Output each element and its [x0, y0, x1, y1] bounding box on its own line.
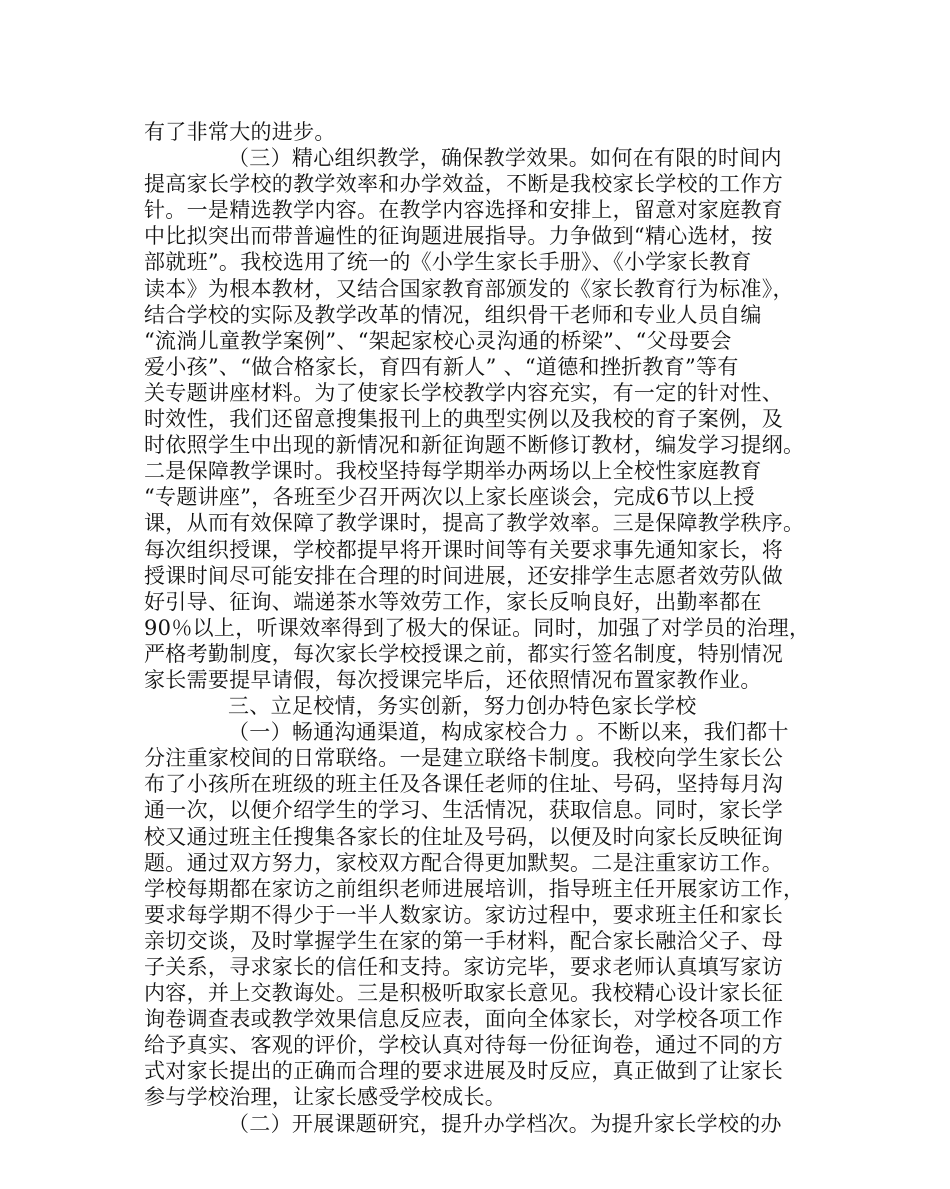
text-line: 家长需要提早请假，每次授课完毕后，还依照情况布置家教作业。 [144, 667, 762, 692]
text-line: 针。一是精选教学内容。在教学内容选择和安排上，留意对家庭教育 [144, 198, 783, 223]
text-line: 中比拟突出而带普遍性的征询题进展指导。力争做到“精心选材，按 [144, 224, 773, 249]
text-line: 每次组织授课，学校都提早将开课时间等有关要求事先通知家长，将 [144, 537, 783, 562]
text-line: 严格考勤制度，每次家长学校授课之前，都实行签名制度，特别情况 [144, 641, 783, 666]
text-line: 时效性，我们还留意搜集报刊上的典型实例以及我校的育子案例，及 [144, 407, 783, 432]
text-line: “专题讲座”，各班至少召开两次以上家长座谈会，完成6节以上授 [144, 485, 755, 510]
text-line: 授课时间尽可能安排在合理的时间进展，还安排学生志愿者效劳队做 [144, 563, 783, 588]
text-line: 读本》为根本教材，又结合国家教育部颁发的《家长教育行为标准》， [144, 276, 794, 301]
text-line: 校又通过班主任搜集各家长的住址及号码，以便及时向家长反映征询 [144, 824, 783, 849]
text-line: 给予真实、客观的评价，学校认真对待每一份征询卷，通过不同的方 [144, 1033, 783, 1058]
text-line: （三）精心组织教学，确保教学效果。如何在有限的时间内 [228, 146, 782, 171]
text-line: 爱小孩”、“做合格家长，育四有新人” 、“道德和挫折教育”等有 [144, 354, 739, 379]
text-line: 二是保障教学课时。我校坚持每学期举办两场以上全校性家庭教育 [144, 459, 762, 484]
text-line: 内容，并上交教诲处。三是积极听取家长意见。我校精心设计家长征 [144, 981, 783, 1006]
text-line: 参与学校治理，让家长感受学校成长。 [144, 1085, 507, 1110]
text-line: 好引导、征询、端递茶水等效劳工作，家长反响良好，出勤率都在 [144, 589, 762, 614]
text-line: 结合学校的实际及教学改革的情况，组织骨干老师和专业人员自编 [144, 302, 762, 327]
text-line: 时依照学生中出现的新情况和新征询题不断修订教材，编发学习提纲。 [144, 433, 805, 458]
text-line: （二）开展课题研究，提升办学档次。为提升家长学校的办 [228, 1111, 782, 1136]
text-line: （一）畅通沟通渠道，构成家校合力 。不断以来，我们都十 [228, 720, 789, 745]
text-line: 有了非常大的进步。 [144, 120, 336, 144]
text-line: 课，从而有效保障了教学课时，提高了教学效率。三是保障教学秩序。 [144, 511, 805, 536]
text-line: “流淌儿童教学案例”、“架起家校心灵沟通的桥梁”、“父母要会 [144, 328, 732, 353]
text-line: 通一次，以便介绍学生的学习、生活情况，获取信息。同时，家长学 [144, 798, 783, 823]
text-line: 询卷调查表或教学效果信息反应表，面向全体家长，对学校各项工作 [144, 1007, 783, 1032]
document-body-text [144, 119, 818, 1137]
text-line: 提高家长学校的教学效率和办学效益，不断是我校家长学校的工作方 [144, 172, 783, 197]
text-line: 式对家长提出的正确而合理的要求进展及时反应，真正做到了让家长 [144, 1059, 783, 1084]
text-line: 题。通过双方努力，家校双方配合得更加默契。二是注重家访工作。 [144, 850, 783, 875]
text-line: 要求每学期不得少于一半人数家访。家访过程中，要求班主任和家长 [144, 902, 783, 927]
text-line: 90％以上，听课效率得到了极大的保证。同时，加强了对学员的治理， [144, 615, 811, 640]
section-heading: 三、立足校情，务实创新，努力创办特色家长学校 [228, 694, 697, 719]
text-line: 子关系，寻求家长的信任和支持。家访完毕，要求老师认真填写家访 [144, 955, 783, 979]
text-line: 部就班”。我校选用了统一的《小学生家长手册》、《小学家长教育 [144, 250, 752, 275]
text-line: 亲切交谈，及时掌握学生在家的第一手材料，配合家长融洽父子、母 [144, 928, 783, 953]
text-line: 分注重家校间的日常联络。一是建立联络卡制度。我校向学生家长公 [144, 746, 783, 771]
text-line: 布了小孩所在班级的班主任及各课任老师的住址、号码，坚持每月沟 [144, 772, 783, 797]
text-line: 关专题讲座材料。为了使家长学校教学内容充实，有一定的针对性、 [144, 380, 783, 405]
text-line: 学校每期都在家访之前组织老师进展培训，指导班主任开展家访工作， [144, 876, 805, 901]
